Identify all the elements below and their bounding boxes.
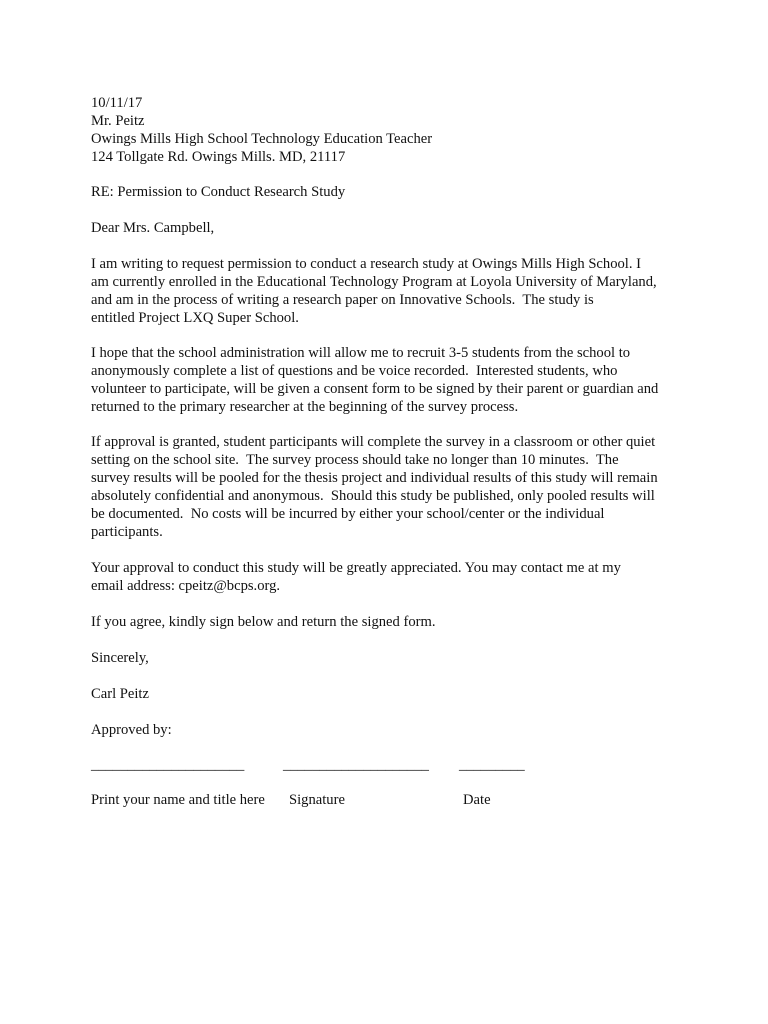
- recipient-address: 124 Tollgate Rd. Owings Mills. MD, 21117: [91, 149, 346, 165]
- subject-line: RE: Permission to Conduct Research Study: [91, 184, 346, 200]
- approved-by-label: Approved by:: [91, 722, 172, 738]
- paragraph-line: I am writing to request permission to conduct a research study at Owings Mills High School. I: [91, 256, 642, 272]
- paragraph-line: volunteer to participate, will be given a consent form to be signed by their parent or guardian and: [91, 381, 659, 397]
- paragraph-line: Your approval to conduct this study will be greatly appreciated. You may contact me at my: [91, 560, 621, 576]
- paragraph-approval-process: [91, 433, 691, 541]
- paragraph-line: entitled Project LXQ Super School.: [91, 310, 299, 326]
- letter-date: 10/11/17: [91, 95, 143, 111]
- letter-subject: [91, 183, 691, 201]
- signature-signature-line: ____________________: [283, 757, 429, 773]
- paragraph-contact: [91, 559, 691, 595]
- letter-salutation: [91, 219, 691, 237]
- paragraph-sign-request: [91, 613, 691, 631]
- paragraph-line: and am in the process of writing a research paper on Innovative Schools. The study is: [91, 292, 594, 308]
- recipient-title: Owings Mills High School Technology Education Teacher: [91, 131, 433, 147]
- paragraph-line: survey results will be pooled for the thesis project and individual results of this study will remain: [91, 470, 658, 486]
- paragraph-recruitment: [91, 344, 691, 416]
- signature-label: Signature: [289, 792, 345, 808]
- paragraph-request: [91, 255, 691, 327]
- letter-header: [91, 94, 691, 166]
- paragraph-line: email address: cpeitz@bcps.org.: [91, 578, 281, 594]
- closing-sincerely: [91, 649, 691, 667]
- date-signature-line: _________: [459, 757, 525, 773]
- paragraph-line: returned to the primary researcher at the beginning of the survey process.: [91, 399, 519, 415]
- paragraph-line: am currently enrolled in the Educational Technology Program at Loyola University of Maryland,: [91, 274, 657, 290]
- paragraph-line: anonymously complete a list of questions and be voice recorded. Interested students, who: [91, 363, 618, 379]
- paragraph-line: If approval is granted, student participants will complete the survey in a classroom or other quiet: [91, 434, 656, 450]
- paragraph-line: setting on the school site. The survey process should take no longer than 10 minutes. The: [91, 452, 619, 468]
- paragraph-line: participants.: [91, 524, 163, 540]
- sincerely-line: Sincerely,: [91, 650, 149, 666]
- paragraph-line: If you agree, kindly sign below and return the signed form.: [91, 614, 436, 630]
- paragraph-line: be documented. No costs will be incurred by either your school/center or the individual: [91, 506, 605, 522]
- recipient-name: Mr. Peitz: [91, 113, 145, 129]
- salutation-line: Dear Mrs. Campbell,: [91, 220, 215, 236]
- date-label: Date: [463, 792, 491, 808]
- closing-sender: [91, 685, 691, 703]
- name-title-label: Print your name and title here: [91, 792, 265, 808]
- name-signature-line: _____________________: [91, 757, 245, 773]
- paragraph-line: absolutely confidential and anonymous. Should this study be published, only pooled results will: [91, 488, 655, 504]
- sender-name: Carl Peitz: [91, 686, 149, 702]
- paragraph-line: I hope that the school administration will allow me to recruit 3-5 students from the school to: [91, 345, 631, 361]
- closing-approved-by: [91, 721, 691, 739]
